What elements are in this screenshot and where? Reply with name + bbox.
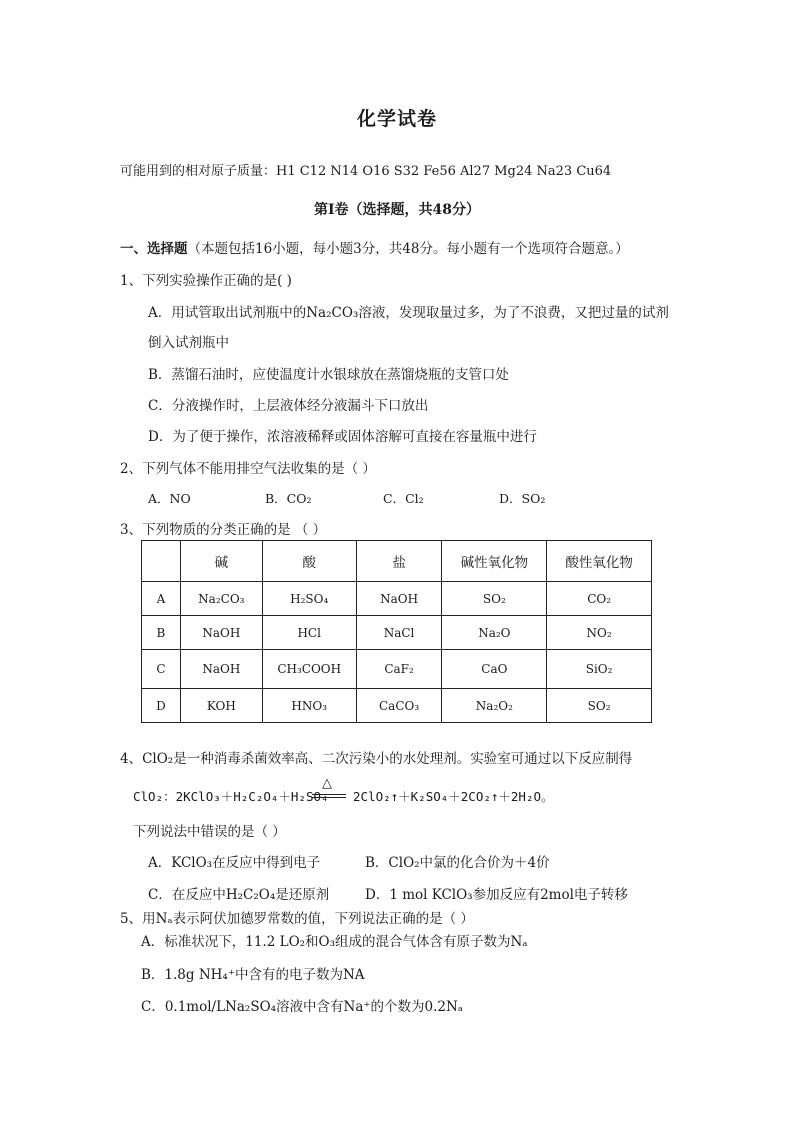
q4-option-c: C．在反应中H₂C₂O₄是还原剂 — [148, 887, 330, 903]
q4-option-a: A．KClO₃在反应中得到电子 — [148, 855, 321, 871]
table-cell: CaF₂ — [356, 650, 442, 689]
table-cell: NaOH — [180, 616, 262, 650]
table-header-cell: 酸性氧化物 — [547, 541, 652, 582]
q2-option-c: C．Cl₂ — [383, 491, 424, 506]
q1-stem: 1、下列实验操作正确的是( ) — [120, 273, 292, 289]
q1-option-a-line2: 倒入试剂瓶中 — [148, 335, 229, 351]
table-cell: Na₂CO₃ — [180, 582, 262, 616]
table-cell: HCl — [262, 616, 356, 650]
heat-symbol: △ — [322, 776, 332, 791]
table-header-row — [142, 541, 652, 582]
reaction-arrow — [312, 778, 346, 796]
part-heading-label: 一、选择题 — [120, 241, 188, 257]
part-heading-note: （本题包括16小题，每小题3分，共48分。每小题有一个选项符合题意。） — [187, 241, 629, 257]
q5-option-b: B．1.8g NH₄⁺中含有的电子数为NA — [141, 967, 365, 983]
table-cell: A — [142, 582, 181, 616]
q5-option-a: A．标准状况下，11.2 LO₂和O₃组成的混合气体含有原子数为Nₐ — [141, 934, 528, 950]
equals-line-bottom — [312, 797, 346, 798]
q2-stem: 2、下列气体不能用排空气法收集的是（ ） — [120, 461, 376, 477]
q2-option-d: D．SO₂ — [499, 491, 546, 506]
atomic-masses: 可能用到的相对原子质量：H1 C12 N14 O16 S32 Fe56 Al27 Mg24 Na23 Cu64 — [120, 164, 612, 179]
q4-equation-left: ClO₂：2KClO₃＋H₂C₂O₄＋H₂SO₄ — [133, 789, 329, 804]
table-cell: B — [142, 616, 181, 650]
table-cell: SO₂ — [442, 582, 547, 616]
table-header-cell — [142, 541, 181, 582]
q3-stem: 3、下列物质的分类正确的是 （ ） — [120, 522, 327, 538]
table-row — [142, 650, 652, 689]
part-heading — [120, 237, 629, 257]
table-header-cell: 碱 — [180, 541, 262, 582]
table-cell: HNO₃ — [262, 689, 356, 723]
q4-equation-right: 2ClO₂↑＋K₂SO₄＋2CO₂↑＋2H₂O。 — [353, 789, 554, 804]
table-cell: SO₂ — [547, 689, 652, 723]
q5-stem: 5、用Nₐ表示阿伏加德罗常数的值，下列说法正确的是（ ） — [120, 911, 474, 927]
q4-prompt: 下列说法中错误的是（ ） — [133, 824, 286, 840]
q2-option-b: B．CO₂ — [265, 491, 312, 506]
q5-option-c: C．0.1mol/LNa₂SO₄溶液中含有Na⁺的个数为0.2Nₐ — [141, 999, 464, 1015]
q4-option-d: D．1 mol KClO₃参加反应有2mol电子转移 — [365, 887, 628, 903]
table-cell: Na₂O₂ — [442, 689, 547, 723]
table-cell: Na₂O — [442, 616, 547, 650]
table-cell: H₂SO₄ — [262, 582, 356, 616]
table-cell: NaOH — [356, 582, 442, 616]
table-cell: NO₂ — [547, 616, 652, 650]
table-row — [142, 616, 652, 650]
table-row — [142, 582, 652, 616]
table-cell: D — [142, 689, 181, 723]
q1-option-d: D．为了便于操作，浓溶液稀释或固体溶解可直接在容量瓶中进行 — [148, 429, 537, 445]
q1-option-c: C．分液操作时，上层液体经分液漏斗下口放出 — [148, 398, 429, 414]
page-title: 化学试卷 — [356, 108, 437, 130]
table-cell: CO₂ — [547, 582, 652, 616]
q1-option-a-line1: A．用试管取出试剂瓶中的Na₂CO₃溶液，发现取量过多，为了不浪费，又把过量的试剂 — [148, 305, 669, 321]
table-row — [142, 689, 652, 723]
q4-option-b: B．ClO₂中氯的化合价为＋4价 — [365, 855, 550, 871]
table-cell: KOH — [180, 689, 262, 723]
table-cell: CaCO₃ — [356, 689, 442, 723]
q4-stem: 4、ClO₂是一种消毒杀菌效率高、二次污染小的水处理剂。实验室可通过以下反应制得 — [120, 751, 633, 767]
q2-option-a: A．NO — [148, 491, 191, 506]
table-cell: C — [142, 650, 181, 689]
table-cell: CaO — [442, 650, 547, 689]
equals-line-top — [312, 794, 346, 795]
table-cell: SiO₂ — [547, 650, 652, 689]
classification-table — [141, 540, 652, 723]
table-header-cell: 酸 — [262, 541, 356, 582]
section-title: 第Ⅰ卷（选择题，共48分） — [313, 202, 481, 218]
q1-option-b: B．蒸馏石油时，应使温度计水银球放在蒸馏烧瓶的支管口处 — [148, 367, 509, 383]
table-cell: NaOH — [180, 650, 262, 689]
table-header-cell: 碱性氧化物 — [442, 541, 547, 582]
table-cell: NaCl — [356, 616, 442, 650]
table-cell: CH₃COOH — [262, 650, 356, 689]
table-header-cell: 盐 — [356, 541, 442, 582]
